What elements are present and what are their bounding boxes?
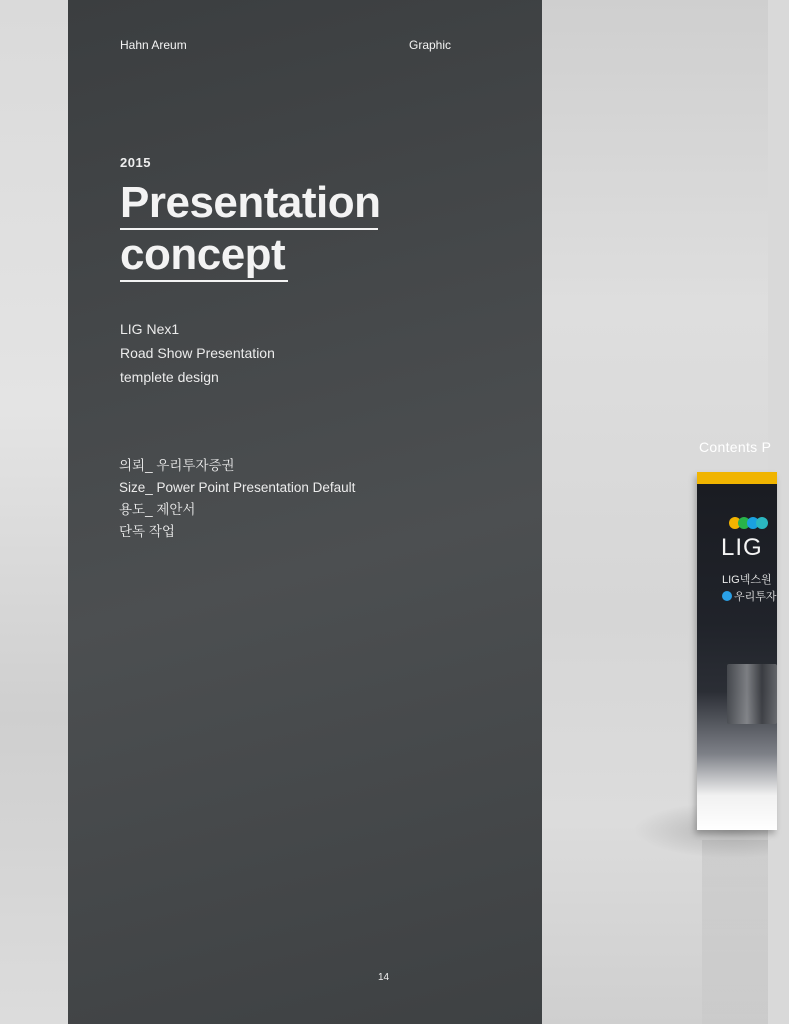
contents-caption: Contents P xyxy=(699,439,772,455)
mockup-subtitle: LIG넥스원 xyxy=(722,574,772,586)
lig-logo-icon xyxy=(729,517,789,529)
project-meta xyxy=(119,455,355,543)
project-year: 2015 xyxy=(120,155,151,170)
mockup-logo-text: LIG xyxy=(721,534,763,561)
description-line: LIG Nex1 xyxy=(120,321,180,337)
presentation-mockup xyxy=(697,472,777,830)
info-panel xyxy=(68,0,542,1024)
author-name: Hahn Areum xyxy=(120,38,187,52)
description-line: templete design xyxy=(120,369,219,385)
meta-size: Size_ Power Point Presentation Default xyxy=(119,480,356,495)
title-line-2: concept xyxy=(120,230,288,282)
mockup-reflection xyxy=(702,840,768,1024)
client-logo-icon xyxy=(722,591,732,601)
meta-client: 의뢰_ 우리투자증권 xyxy=(119,458,235,473)
title-line-1: Presentation xyxy=(120,178,378,230)
mockup-client: 우리투자 xyxy=(722,588,777,604)
description-line: Road Show Presentation xyxy=(120,345,275,361)
left-background xyxy=(0,0,68,1024)
meta-work-type: 단독 작업 xyxy=(119,524,175,539)
vehicle-image xyxy=(727,664,777,724)
meta-purpose: 용도_ 제안서 xyxy=(119,502,196,517)
category-label: Graphic xyxy=(409,38,452,52)
project-description xyxy=(120,317,275,389)
mockup-area xyxy=(542,0,777,1024)
page-number: 14 xyxy=(378,972,390,983)
project-title xyxy=(120,178,381,282)
